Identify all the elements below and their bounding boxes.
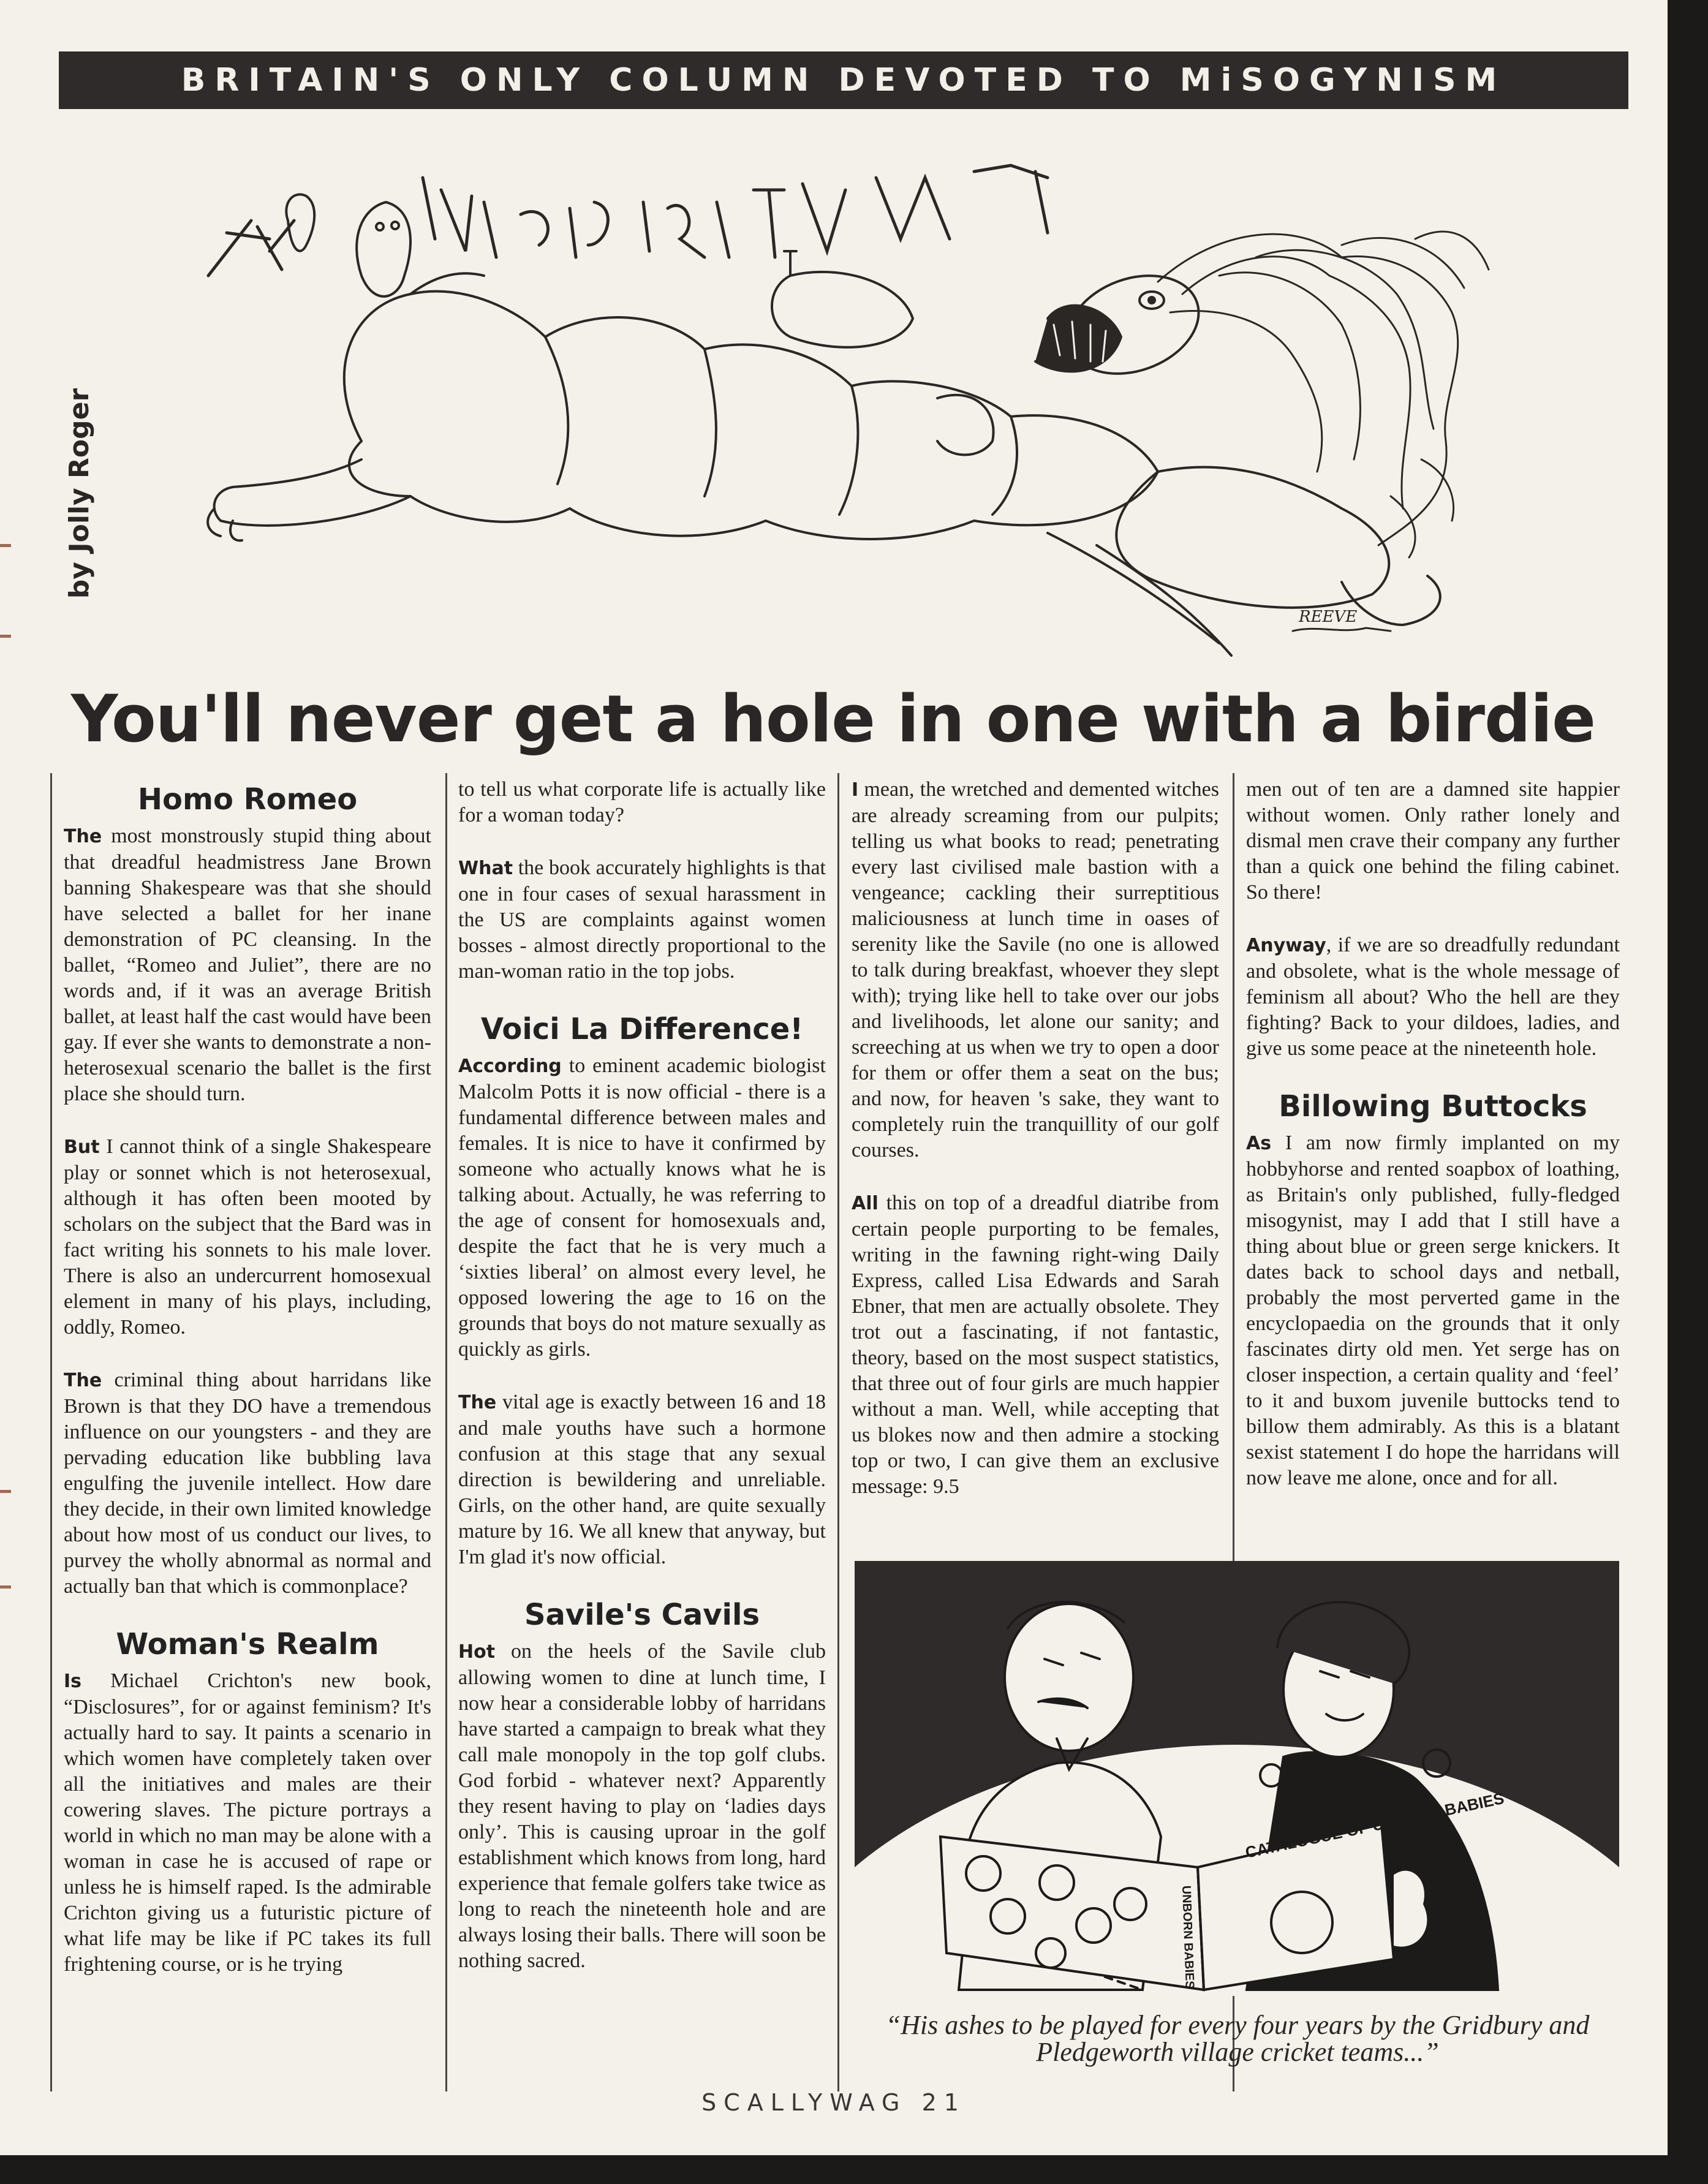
paragraph — [64, 1134, 431, 1340]
artist-signature: REEVE — [1299, 608, 1358, 626]
column-1 — [64, 777, 431, 2093]
artist-signature-line — [1293, 628, 1391, 631]
figure-body — [208, 251, 1440, 656]
paragraph-text: the book accurately highlights is that one in four cases of sexual harassment in the US are complaints against women bosses - almost directly proportional to the man-woman ratio in the top jobs. — [458, 856, 826, 983]
edge-mark — [0, 1585, 11, 1589]
paragraph-lead: As — [1246, 1133, 1272, 1154]
paragraph-text: criminal thing about harridans like Brown is that they DO have a tremendous influence on our youngsters - and they are pervading education like bubbling lava engulfing the juvenile intellect. How dare they decide, in their own limited knowledge about how most of us conduct our lives, to purvey the wholly abnormal as normal and actually ban that which is commonplace? — [64, 1369, 431, 1598]
paragraph-lead: According — [458, 1056, 562, 1077]
lettering-strokes — [208, 165, 1048, 276]
column-rule — [445, 773, 447, 2091]
subheading-billowing-buttocks: Billowing Buttocks — [1279, 1089, 1587, 1124]
paragraph — [458, 1389, 826, 1570]
cartoon-drawing — [855, 1561, 1619, 1996]
paragraph — [458, 855, 826, 984]
edge-mark — [0, 1490, 11, 1493]
cartoon-caption: “His ashes to be played for every four years by the Gridbury and Pledgeworth village cricket teams...” — [885, 2010, 1590, 2067]
paragraph-text: men out of ten are a damned site happier without women. Only rather lonely and dismal men crave their company any further than a quick one behind the filing cabinet. So there! — [1246, 778, 1620, 904]
face-drawing — [1035, 259, 1212, 391]
subheading-womans-realm: Woman's Realm — [116, 1627, 379, 1661]
paragraph-lead: The — [458, 1392, 497, 1413]
paragraph-text: on the heels of the Savile club allowing women to dine at lunch time, I now hear a considerable lobby of harridans have started a campaign to break what they call male monopoly in the top golf clubs. God forbid - whatever next? Apparently they resent having to play on ‘ladies days only’. This is causing uproar in the golf establishment which knows from long, hard experience that female golfers take twice as long to reach the nineteenth hole and are always losing their balls. There will soon be nothing sacred. — [458, 1640, 826, 1972]
catalogue-spine: UNBORN BABIES — [1179, 1885, 1196, 1989]
paragraph — [852, 1190, 1219, 1500]
paragraph-lead: Is — [64, 1671, 82, 1692]
column-4 — [1246, 777, 1620, 1555]
column-rule — [837, 773, 839, 2091]
paragraph-lead: I — [852, 779, 859, 801]
paragraph-lead: But — [64, 1136, 100, 1158]
column-rule — [50, 773, 52, 2091]
paragraph-lead: All — [852, 1193, 879, 1214]
paragraph-text: to tell us what corporate life is actually like for a woman today? — [458, 778, 826, 826]
paragraph — [1246, 777, 1620, 905]
hair-scribble — [1158, 232, 1489, 557]
paragraph-text: I am now firmly implanted on my hobbyhorse and rented soapbox of loathing, as Britain's only published, fully-fledged misogynist, may I add that I still have a thing about blue or green serge knickers. It dates back to school days and netball, probably the most perverted game in the encyclopaedia on the grounds that it only fascinates dirty old men. Yet serge has on closer inspection, a certain quality and ‘feel’ to it and buxom juvenile buttocks tend to billow them admirably. As this is a blatant sexist statement I do hope the harridans will now leave me alone, once and for all. — [1246, 1132, 1620, 1489]
page-footer: SCALLYWAG 21 — [701, 2089, 966, 2116]
edge-mark — [0, 635, 11, 638]
paragraph-text: vital age is exactly between 16 and 18 and male youths have such a hormone confusion at this stage that any sexual direction is bewildering and unreliable. Girls, on the other hand, are quite sexually mature by 16. We all knew that anyway, but I'm glad it's now official. — [458, 1391, 826, 1568]
column-3 — [852, 777, 1219, 1555]
byline-text: by Jolly Roger — [64, 388, 96, 599]
paragraph-text: mean, the wretched and demented witches are already screaming from our pulpits; telling us what books to read; penetrating every last civilised male bastion with a vengeance; cackling their surreptitious maliciousness at lunch time in oases of serenity like the Savile (no one is allowed to talk during breakfast, whoever they slept with); trying like hell to take over our jobs and livelihoods, let alone our sanity; and screeching at us when we try to open a door for them or offer them a seat on the bus; and now, for heaven 's sake, they want to completely ruin the tranquillity of our golf courses. — [852, 778, 1219, 1162]
byline — [61, 361, 98, 625]
paragraph — [1246, 932, 1620, 1062]
unborn-babies-cartoon — [855, 1561, 1619, 1996]
column-banner: BRITAIN'S ONLY COLUMN DEVOTED TO MiSOGYNISM — [59, 51, 1628, 109]
column-2 — [458, 777, 826, 2093]
monstrous-regiment-illustration — [178, 153, 1587, 674]
paragraph — [1246, 1130, 1620, 1491]
subheading-homo-romeo: Homo Romeo — [137, 782, 358, 817]
paragraph-text: Michael Crichton's new book, “Disclosures”, for or against feminism? It's actually hard to say. It paints a scenario in which women have completely taken over all the initiatives and males are their cowering slaves. The picture portrays a world in which no man may be alone with a woman in case he is accused of rape or unless he is himself raped. Is the admirable Crichton giving us a futuristic picture of what life may be like if PC takes its full frightening course, or is he trying — [64, 1669, 431, 1976]
edge-mark — [0, 544, 11, 547]
ghost-figures — [286, 194, 484, 296]
catalogue-title: CATALOGUE OF UNBORN BABIES — [1244, 1788, 1506, 1862]
headline: You'll never get a hole in one with a birdie — [70, 681, 1596, 757]
paragraph-lead: The — [64, 826, 102, 847]
subheading-saviles-cavils: Savile's Cavils — [524, 1598, 760, 1632]
paragraph — [458, 1053, 826, 1362]
paragraph-text: , if we are so dreadfully redundant and obsolete, what is the whole message of feminism all about? Who the hell are they fighting? Back to your dildoes, ladies, and give us some peace at the nineteenth hole. — [1246, 934, 1620, 1060]
paragraph-lead: Anyway — [1246, 935, 1326, 956]
paragraph-text: most monstrously stupid thing about that dreadful headmistress Jane Brown banning Shakespeare was that she should have selected a ballet for her inane demonstration of PC cleansing. In the ballet, “Romeo and Juliet”, there are no words and, if it was an average British ballet, at least half the cast would have been gay. If ever she wants to demonstrate a non-heterosexual scenario the ballet is the first place she should turn. — [64, 825, 431, 1105]
paragraph — [64, 1668, 431, 1978]
paragraph — [64, 1367, 431, 1600]
paragraph — [458, 777, 826, 828]
paragraph — [458, 1639, 826, 1974]
paragraph — [64, 823, 431, 1107]
paragraph-text: this on top of a dreadful diatribe from certain people purporting to be females, writing in the fawning right-wing Daily Express, called Lisa Edwards and Sarah Ebner, that men are actually obsolete. They trot out a fascinating, if not fantastic, theory, based on the most suspect statistics, that three out of four girls are much happier without a man. Well, while accepting that us blokes now and then admire a stocking top or two, I can give them an exclusive message: 9.5 — [852, 1192, 1219, 1498]
paragraph-text: I cannot think of a single Shakespeare play or sonnet which is not heterosexual, although it has often been mooted by scholars on the subject that the Bard was in fact writing his sonnets to his male lover. There is also an undercurrent homosexual element in many of his plays, including, oddly, Romeo. — [64, 1135, 431, 1339]
subheading-voici-la-difference: Voici La Difference! — [480, 1012, 804, 1046]
paragraph-text: to eminent academic biologist Malcolm Potts it is now official - there is a fundamental difference between males and females. It is nice to have it confirmed by someone who actually knows what he is talking about. Actually, he was referring to the age of consent for homosexuals and, despite the fact that he is very much a ‘sixties liberal’ on almost every level, he opposed lowering the age to 16 on the grounds that boys do not mature sexually as quickly as girls. — [458, 1054, 826, 1361]
paragraph-lead: The — [64, 1370, 102, 1391]
paragraph — [852, 777, 1219, 1163]
paragraph-lead: Hot — [458, 1641, 496, 1663]
paragraph-lead: What — [458, 858, 513, 879]
